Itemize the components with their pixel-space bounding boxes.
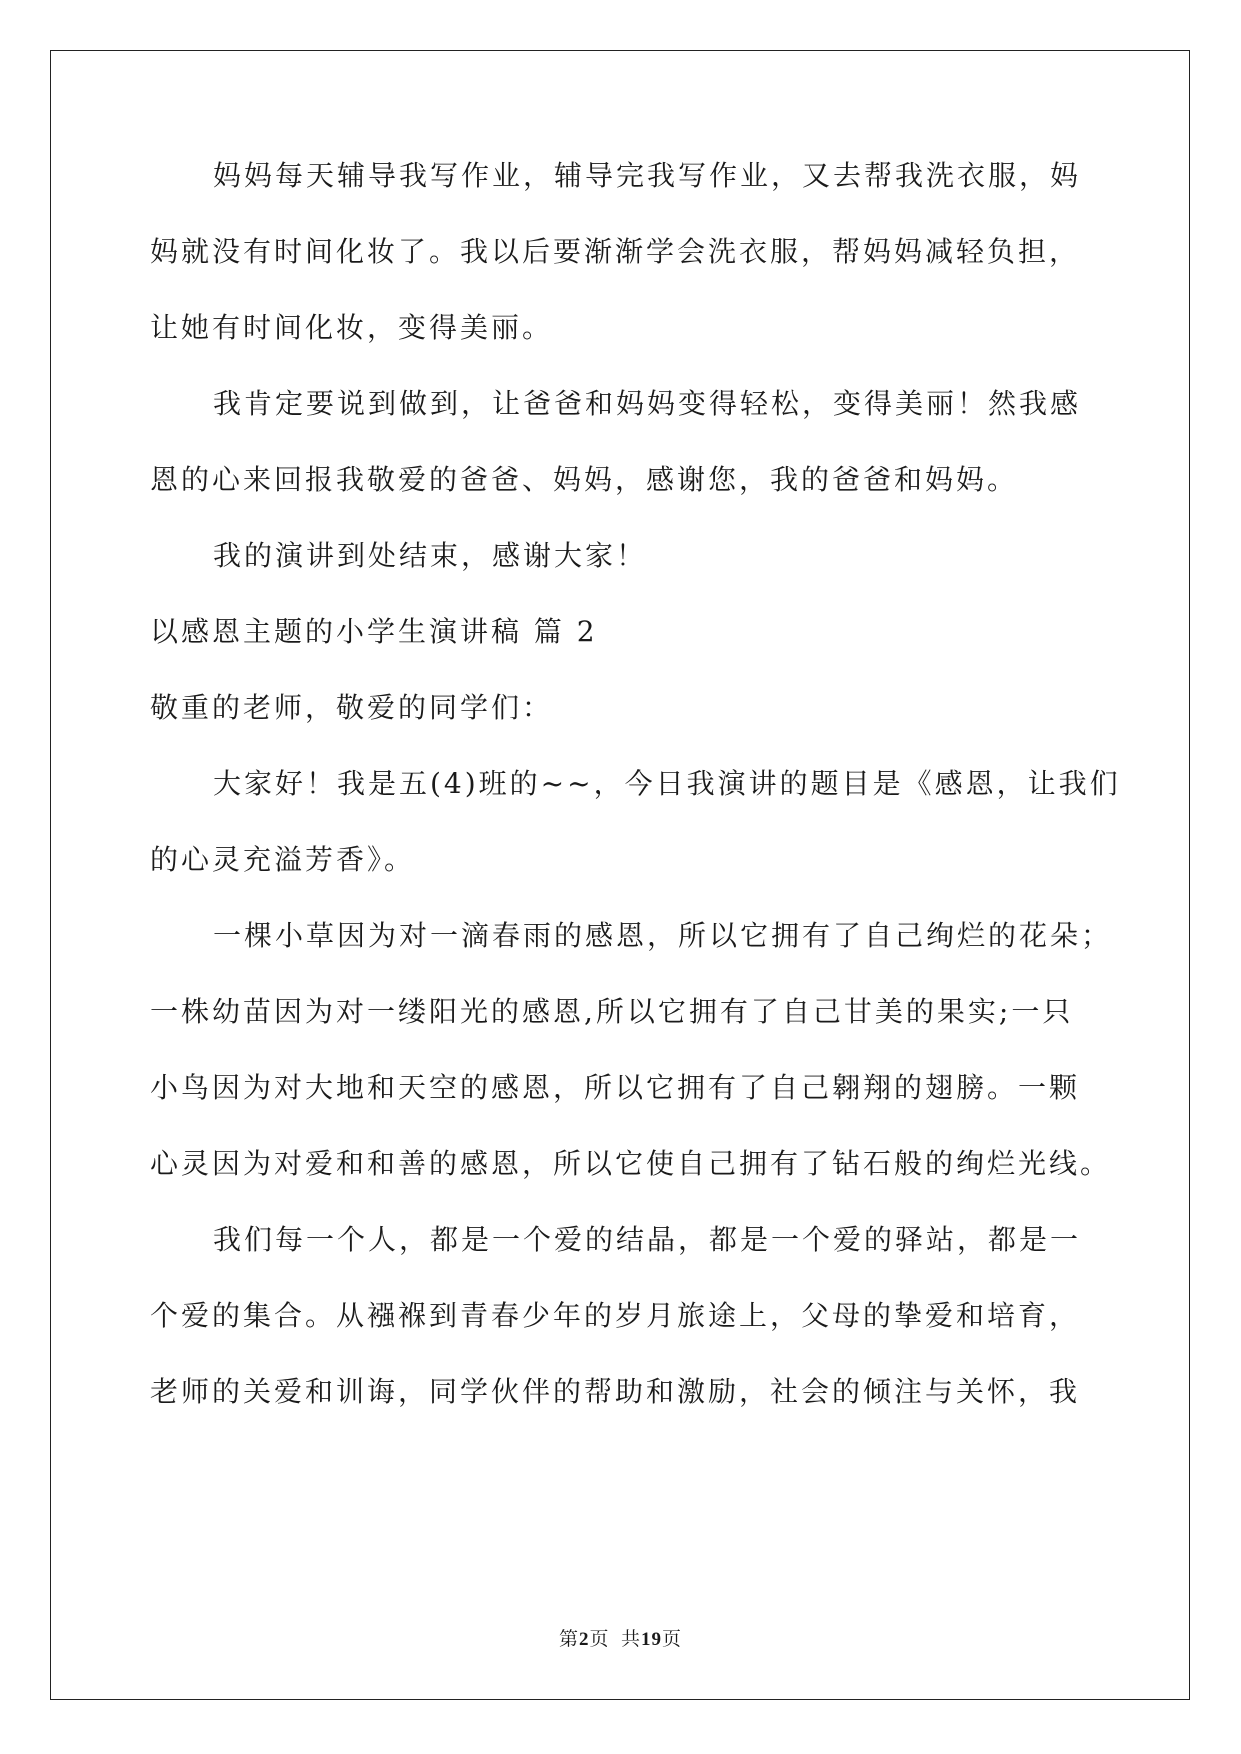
paragraph-line: 大家好！我是五(4)班的~~，今日我演讲的题目是《感恩，让我们 [213, 767, 1121, 800]
page-footer [0, 1628, 1241, 1652]
paragraph-line: 个爱的集合。从襁褓到青春少年的岁月旅途上，父母的挚爱和培育， [150, 1299, 1081, 1332]
paragraph-line: 我肯定要说到做到，让爸爸和妈妈变得轻松，变得美丽！然我感 [213, 387, 1082, 420]
paragraph-line: 我的演讲到处结束，感谢大家！ [213, 539, 648, 572]
paragraph-line: 的心灵充溢芳香》。 [150, 843, 416, 876]
salutation-line: 敬重的老师，敬爱的同学们： [150, 691, 554, 724]
page-label-suffix: 页 [662, 1629, 683, 1650]
paragraph-line: 让她有时间化妆，变得美丽。 [150, 311, 554, 344]
paragraph-line: 一株幼苗因为对一缕阳光的感恩,所以它拥有了自己甘美的果实;一只 [150, 995, 1074, 1028]
section-heading: 以感恩主题的小学生演讲稿 篇 2 [150, 615, 598, 648]
paragraph-line: 小鸟因为对大地和天空的感恩，所以它拥有了自己翱翔的翅膀。一颗 [150, 1071, 1081, 1104]
current-page-number: 2 [578, 1629, 590, 1650]
paragraph-line: 妈妈每天辅导我写作业，辅导完我写作业，又去帮我洗衣服，妈 [213, 159, 1082, 192]
paragraph-line: 妈就没有时间化妆了。我以后要渐渐学会洗衣服，帮妈妈减轻负担， [150, 235, 1081, 268]
paragraph-line: 我们每一个人，都是一个爱的结晶，都是一个爱的驿站，都是一 [213, 1223, 1082, 1256]
paragraph-line: 心灵因为对爱和和善的感恩，所以它使自己拥有了钻石般的绚烂光线。 [150, 1147, 1112, 1180]
total-page-number: 19 [641, 1629, 662, 1650]
paragraph-line: 恩的心来回报我敬爱的爸爸、妈妈，感谢您，我的爸爸和妈妈。 [150, 463, 1019, 496]
paragraph-line: 老师的关爱和训诲，同学伙伴的帮助和激励，社会的倾注与关怀，我 [150, 1375, 1081, 1408]
paragraph-line: 一棵小草因为对一滴春雨的感恩，所以它拥有了自己绚烂的花朵； [213, 919, 1113, 952]
page-label-mid: 页 共 [589, 1629, 641, 1650]
page-label-prefix: 第 [558, 1629, 579, 1650]
